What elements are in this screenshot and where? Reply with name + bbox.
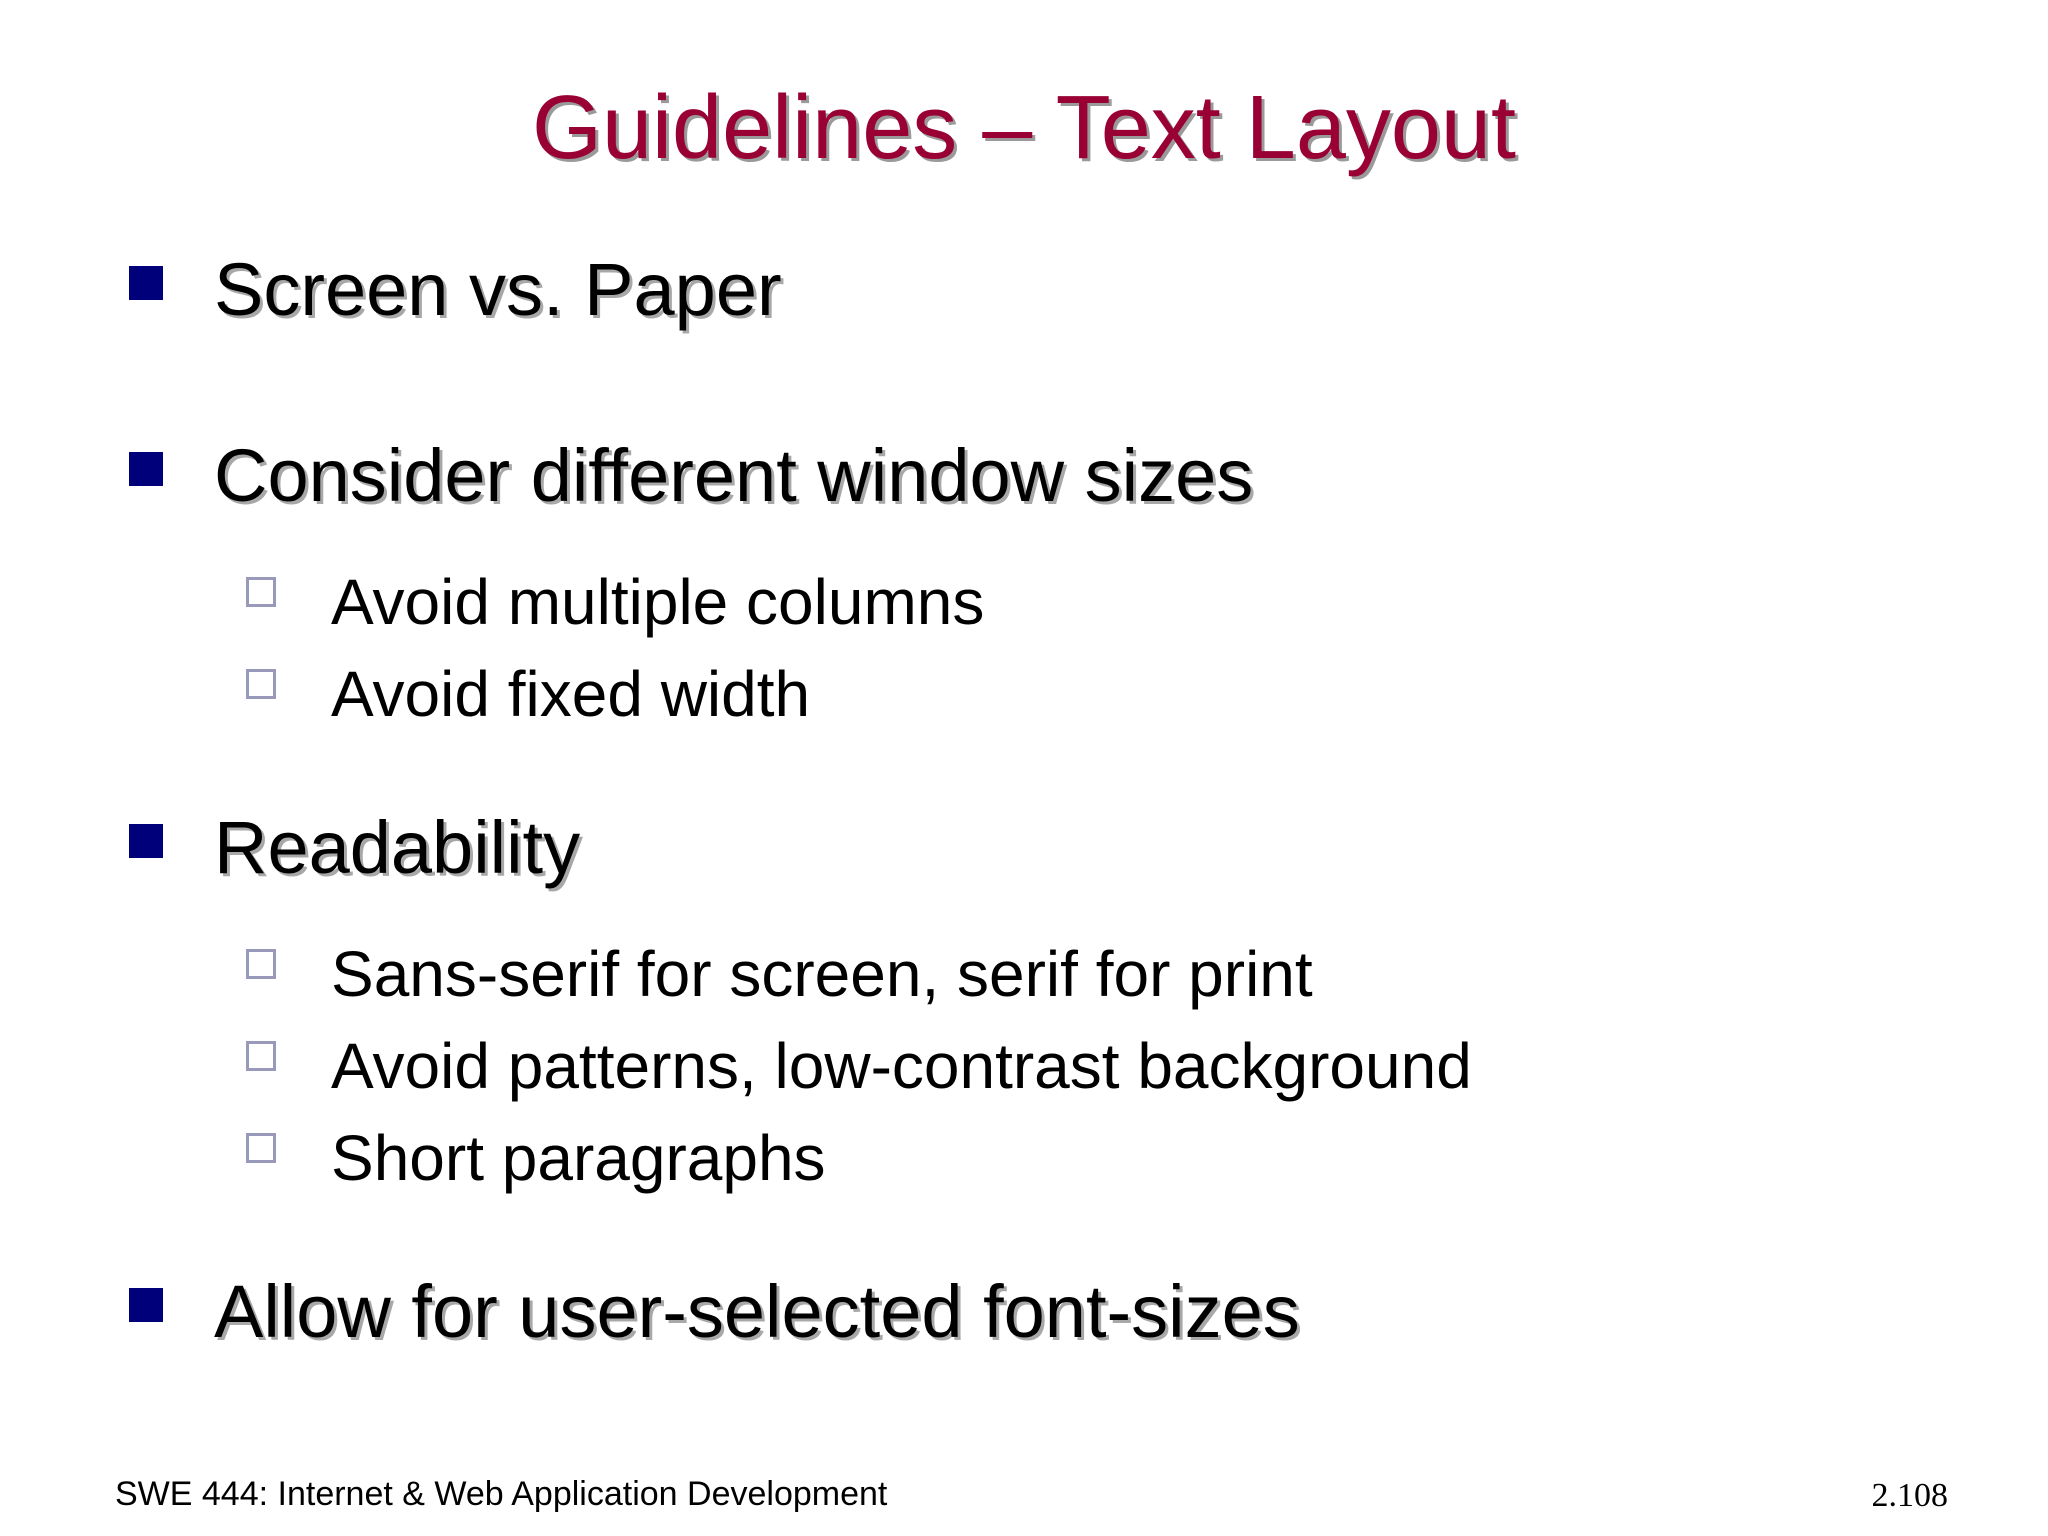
bullet-item: Allow for user-selected font-sizes <box>214 1270 1300 1353</box>
hollow-square-bullet-icon <box>246 1041 276 1071</box>
square-bullet-icon <box>129 452 163 486</box>
hollow-square-bullet-icon <box>246 1133 276 1163</box>
square-bullet-icon <box>129 824 163 858</box>
hollow-square-bullet-icon <box>246 669 276 699</box>
sub-bullet-item: Avoid fixed width <box>331 658 811 730</box>
hollow-square-bullet-icon <box>246 949 276 979</box>
bullet-item: Consider different window sizes <box>214 434 1254 517</box>
square-bullet-icon <box>129 1288 163 1322</box>
sub-bullet-item: Short paragraphs <box>331 1122 826 1194</box>
sub-bullet-item: Sans-serif for screen, serif for print <box>331 938 1313 1010</box>
sub-bullet-item: Avoid multiple columns <box>331 566 985 638</box>
bullet-item: Readability <box>214 806 581 889</box>
sub-bullet-item: Avoid patterns, low-contrast background <box>331 1030 1472 1102</box>
square-bullet-icon <box>129 266 163 300</box>
bullet-item: Screen vs. Paper <box>214 248 782 331</box>
footer-page-number: 2.108 <box>1871 1477 1948 1514</box>
slide-title: Guidelines – Text Layout <box>532 78 1516 178</box>
hollow-square-bullet-icon <box>246 577 276 607</box>
footer-course-title: SWE 444: Internet & Web Application Development <box>115 1475 888 1513</box>
